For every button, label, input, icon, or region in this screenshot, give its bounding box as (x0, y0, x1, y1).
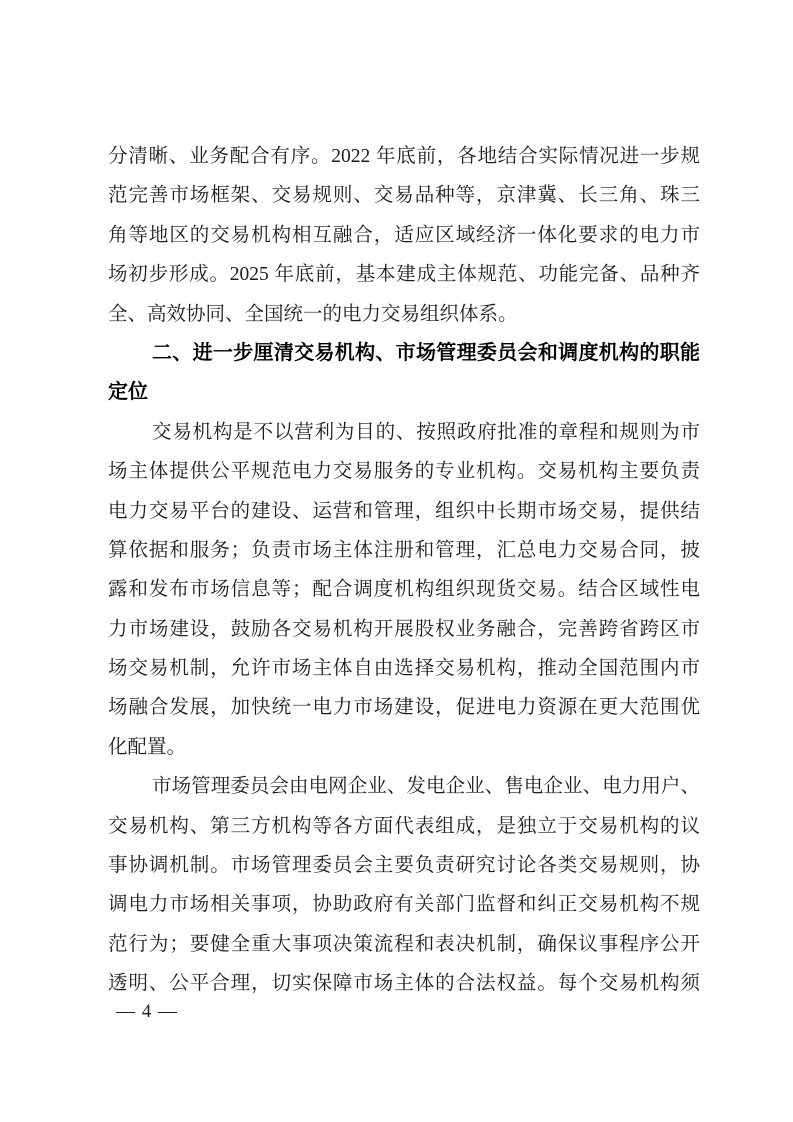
body-line: 场融合发展，加快统一电力市场建设，促进电力资源在更大范围优 (108, 697, 700, 719)
body-line: 透明、公平合理，切实保障市场主体的合法权益。每个交易机构须 (108, 973, 700, 995)
body-line: 电力交易平台的建设、运营和管理，组织中长期市场交易，提供结 (108, 500, 700, 522)
section-heading-line: 定位 (108, 381, 148, 404)
body-line: 市场管理委员会由电网企业、发电企业、售电企业、电力用户、 (152, 776, 700, 798)
body-line: 分清晰、业务配合有序。2022 年底前，各地结合实际情况进一步规 (108, 146, 700, 167)
body-line: 交易机构是不以营利为目的、按照政府批准的章程和规则为市 (152, 421, 700, 443)
body-line: 角等地区的交易机构相互融合，适应区域经济一体化要求的电力市 (108, 224, 700, 246)
section-heading-line: 二、进一步厘清交易机构、市场管理委员会和调度机构的职能 (152, 341, 700, 364)
body-line: 事协调机制。市场管理委员会主要负责研究讨论各类交易规则，协 (108, 855, 700, 877)
body-line: 露和发布市场信息等；配合调度机构组织现货交易。结合区域性电 (108, 579, 700, 601)
body-line: 范完善市场框架、交易规则、交易品种等，京津冀、长三角、珠三 (108, 185, 700, 207)
text-block (108, 137, 700, 1004)
body-line: 化配置。 (108, 736, 187, 758)
body-line: 交易机构、第三方机构等各方面代表组成，是独立于交易机构的议 (108, 815, 700, 837)
body-line: 全、高效协同、全国统一的电力交易组织体系。 (108, 303, 518, 325)
body-line: 场初步形成。2025 年底前，基本建成主体规范、功能完备、品种齐 (108, 264, 700, 286)
body-line: 力市场建设，鼓励各交易机构开展股权业务融合，完善跨省跨区市 (108, 618, 700, 640)
body-line: 调电力市场相关事项，协助政府有关部门监督和纠正交易机构不规 (108, 894, 700, 916)
body-line: 范行为；要健全重大事项决策流程和表决机制，确保议事程序公开 (108, 933, 700, 955)
body-line: 场主体提供公平规范电力交易服务的专业机构。交易机构主要负责 (108, 461, 700, 483)
page-number: — 4 — (116, 1001, 178, 1022)
body-line: 场交易机制，允许市场主体自由选择交易机构，推动全国范围内市 (108, 658, 700, 680)
body-line: 算依据和服务；负责市场主体注册和管理，汇总电力交易合同，披 (108, 539, 700, 561)
